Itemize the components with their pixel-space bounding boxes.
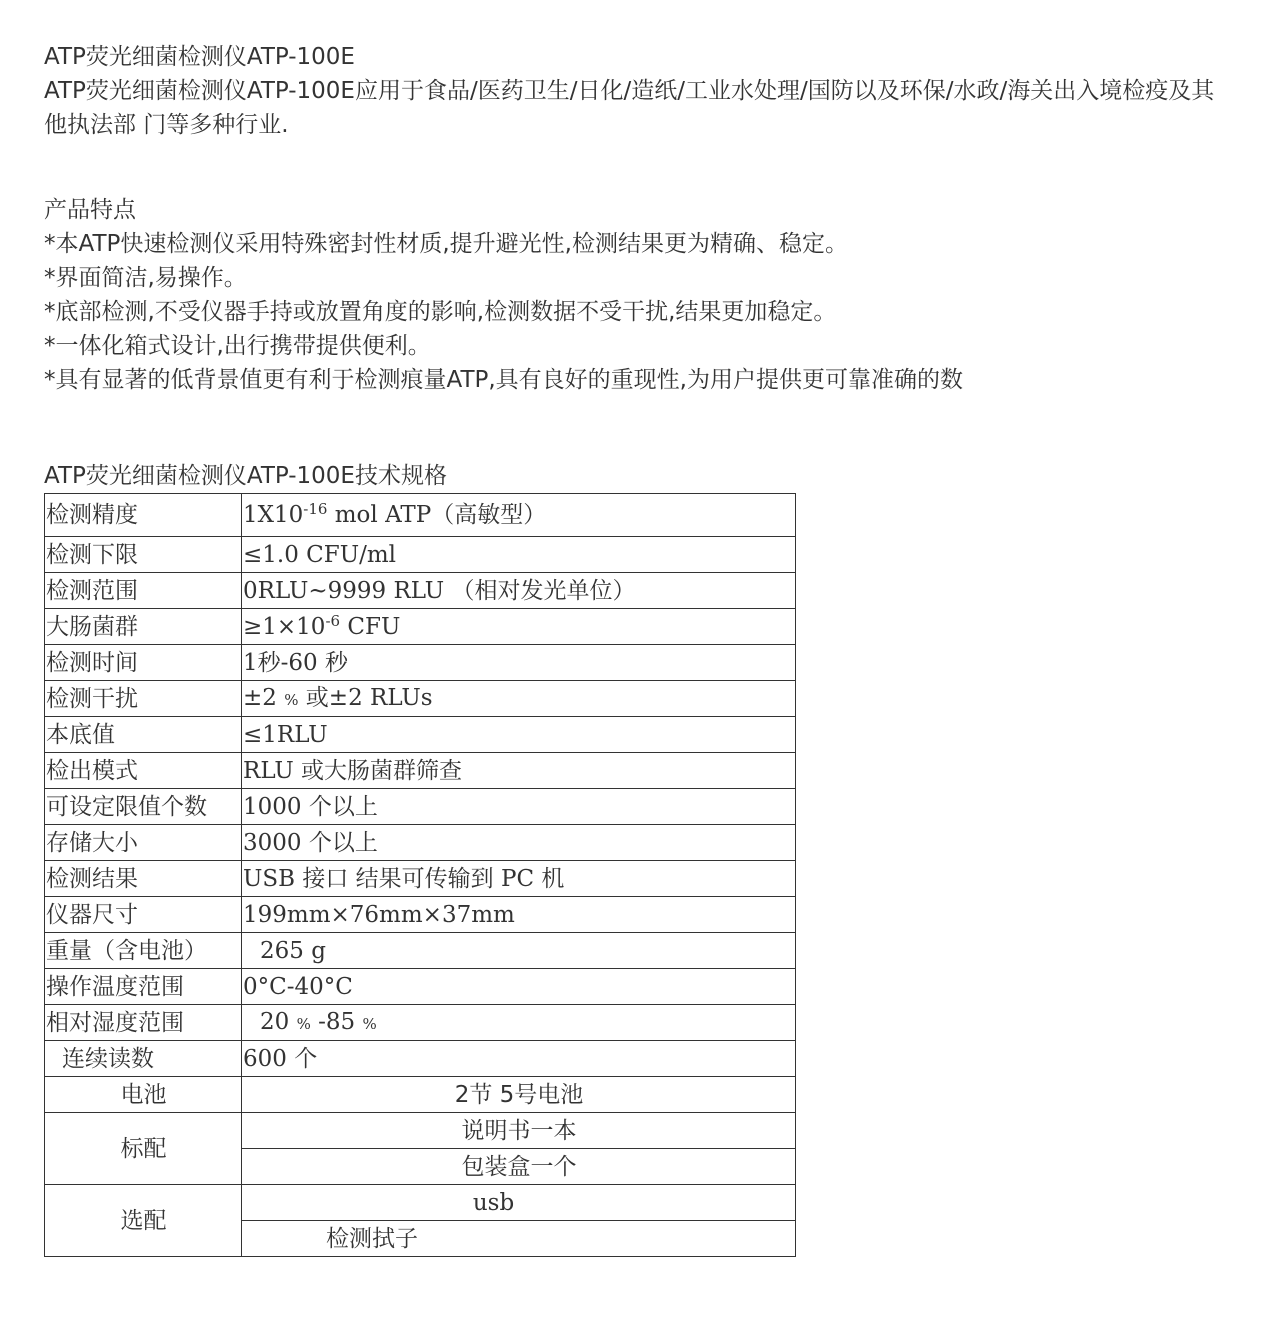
spec-label: 存储大小: [45, 825, 242, 861]
product-title: ATP荧光细菌检测仪ATP-100E: [44, 44, 355, 70]
spec-value: USB 接口 结果可传输到 PC 机: [242, 861, 796, 897]
document-body: [44, 40, 1234, 1257]
spec-label: 检测结果: [45, 861, 242, 897]
table-row: [45, 789, 796, 825]
table-row: [45, 897, 796, 933]
spec-value: 3000 个以上: [242, 825, 796, 861]
feature-item: *本ATP快速检测仪采用特殊密封性材质,提升避光性,检测结果更为精确、稳定。: [44, 231, 848, 257]
spec-label: 检测时间: [45, 645, 242, 681]
spec-label: 连续读数: [45, 1041, 242, 1077]
spec-value: ≤1.0 CFU/ml: [242, 537, 796, 573]
table-row: [45, 645, 796, 681]
spec-value: RLU 或大肠菌群筛查: [242, 753, 796, 789]
table-row: [45, 681, 796, 717]
product-description: ATP荧光细菌检测仪ATP-100E应用于食品/医药卫生/日化/造纸/工业水处理/国防以及环保/水政/海关出入境检疫及其他执法部 门等多种行业.: [44, 78, 1215, 138]
spec-value: 说明书一本: [242, 1113, 796, 1149]
spec-table: [44, 493, 796, 1257]
spec-label: 可设定限值个数: [45, 789, 242, 825]
table-row: [45, 933, 796, 969]
spec-value: 265 g: [242, 933, 796, 969]
spec-value: 0°C-40°C: [242, 969, 796, 1005]
spec-value: 2节 5号电池: [242, 1077, 796, 1113]
table-row: [45, 609, 796, 645]
spec-value: 20 % -85 %: [242, 1005, 796, 1041]
spec-value: $1X10^{-16}$ mol ATP（高敏型）: [242, 494, 796, 537]
spec-label: 相对湿度范围: [45, 1005, 242, 1041]
spec-label: 重量（含电池）: [45, 933, 242, 969]
feature-item: *界面简洁,易操作。: [44, 265, 247, 291]
spec-label: 检测干扰: [45, 681, 242, 717]
spec-value: usb: [242, 1185, 796, 1221]
spec-label: 检测精度: [45, 494, 242, 537]
spec-value: 600 个: [242, 1041, 796, 1077]
spec-label: 标配: [45, 1113, 242, 1185]
table-row: [45, 1113, 796, 1149]
spec-label: 操作温度范围: [45, 969, 242, 1005]
table-row: [45, 825, 796, 861]
spec-label: 检出模式: [45, 753, 242, 789]
spec-value: 检测拭子: [242, 1221, 796, 1257]
specs-heading: ATP荧光细菌检测仪ATP-100E技术规格: [44, 463, 447, 489]
feature-item: *一体化箱式设计,出行携带提供便利。: [44, 333, 431, 359]
spec-label: 检测下限: [45, 537, 242, 573]
spec-label: 选配: [45, 1185, 242, 1257]
table-row: [45, 969, 796, 1005]
table-row: [45, 1005, 796, 1041]
table-row: [45, 717, 796, 753]
spec-label: 仪器尺寸: [45, 897, 242, 933]
features-heading: 产品特点: [44, 197, 136, 223]
spec-label: 检测范围: [45, 573, 242, 609]
spec-value: ≤1RLU: [242, 717, 796, 753]
table-row: [45, 494, 796, 537]
spec-label: 电池: [45, 1077, 242, 1113]
table-row: [45, 1185, 796, 1221]
spec-value: 199mm×76mm×37mm: [242, 897, 796, 933]
table-row: [45, 1041, 796, 1077]
spec-label: 本底值: [45, 717, 242, 753]
table-row: [45, 861, 796, 897]
table-row: [45, 753, 796, 789]
table-row: [45, 537, 796, 573]
feature-item: *底部检测,不受仪器手持或放置角度的影响,检测数据不受干扰,结果更加稳定。: [44, 299, 837, 325]
table-row: [45, 573, 796, 609]
spec-value: $\ge 1\times 10^{-6}$ CFU: [242, 609, 796, 645]
spec-value: ±2 % 或±2 RLUs: [242, 681, 796, 717]
spec-value: 0RLU~9999 RLU （相对发光单位）: [242, 573, 796, 609]
spec-value: 包装盒一个: [242, 1149, 796, 1185]
spec-value: 1000 个以上: [242, 789, 796, 825]
table-row: [45, 1077, 796, 1113]
spec-label: 大肠菌群: [45, 609, 242, 645]
feature-item: *具有显著的低背景值更有利于检测痕量ATP,具有良好的重现性,为用户提供更可靠准确的数: [44, 367, 963, 393]
spec-value: 1秒-60 秒: [242, 645, 796, 681]
